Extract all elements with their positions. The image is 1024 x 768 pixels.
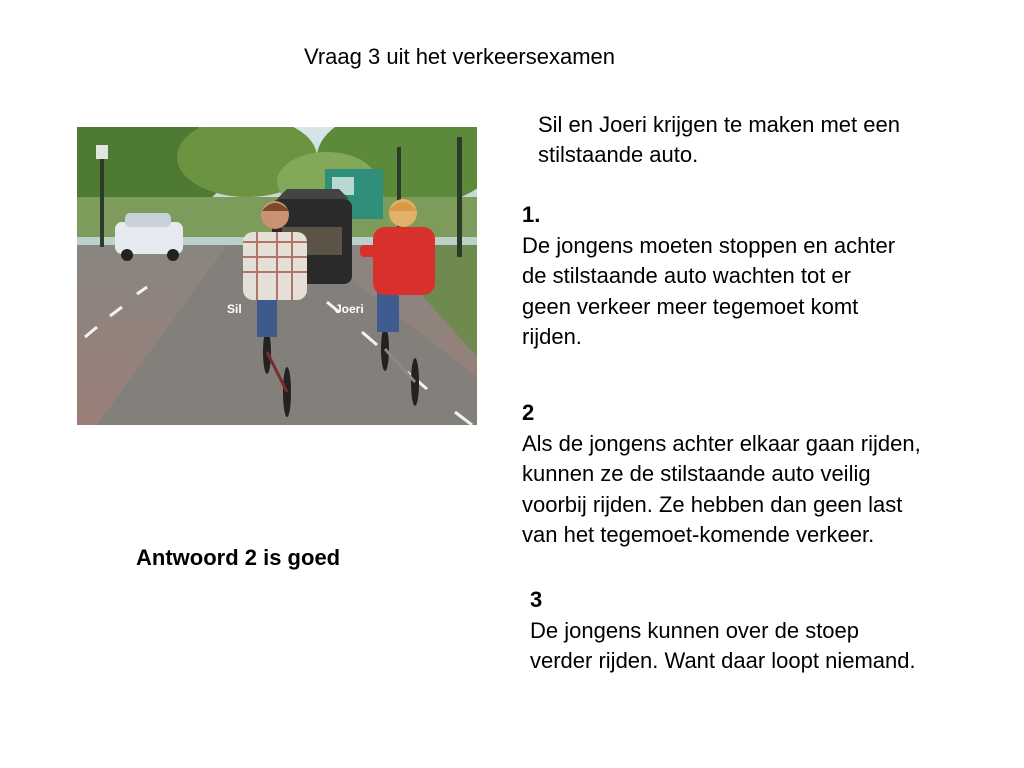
option-line: De jongens kunnen over de stoep xyxy=(530,617,860,643)
option-line: Als de jongens achter elkaar gaan rijden, xyxy=(522,430,921,456)
question-intro: Sil en Joeri krijgen te maken met een stilstaande auto. xyxy=(538,112,900,167)
option-line: rijden. xyxy=(522,324,582,349)
option-line: voorbij rijden. Ze hebben dan geen last xyxy=(522,491,903,517)
option-number: 3 xyxy=(530,587,543,612)
answer-option-1 xyxy=(522,200,982,353)
answer-option-2 xyxy=(522,398,992,551)
traffic-photo xyxy=(77,127,477,425)
option-line: van het tegemoet-komende verkeer. xyxy=(522,522,875,547)
slide-title: Vraag 3 uit het verkeersexamen xyxy=(304,44,616,69)
option-line: geen verkeer meer tegemoet komt xyxy=(522,293,859,319)
answer-option-3 xyxy=(530,585,1000,677)
photo-label-sil: Sil xyxy=(227,302,242,316)
correct-answer-note: Antwoord 2 is goed xyxy=(136,545,341,570)
option-line: De jongens moeten stoppen en achter xyxy=(522,232,896,258)
option-line: verder rijden. Want daar loopt niemand. xyxy=(530,648,916,673)
option-number: 1. xyxy=(522,202,541,227)
photo-label-joeri: Joeri xyxy=(335,302,364,316)
option-line: de stilstaande auto wachten tot er xyxy=(522,263,851,288)
option-number: 2 xyxy=(522,400,535,425)
option-line: kunnen ze de stilstaande auto veilig xyxy=(522,461,871,486)
